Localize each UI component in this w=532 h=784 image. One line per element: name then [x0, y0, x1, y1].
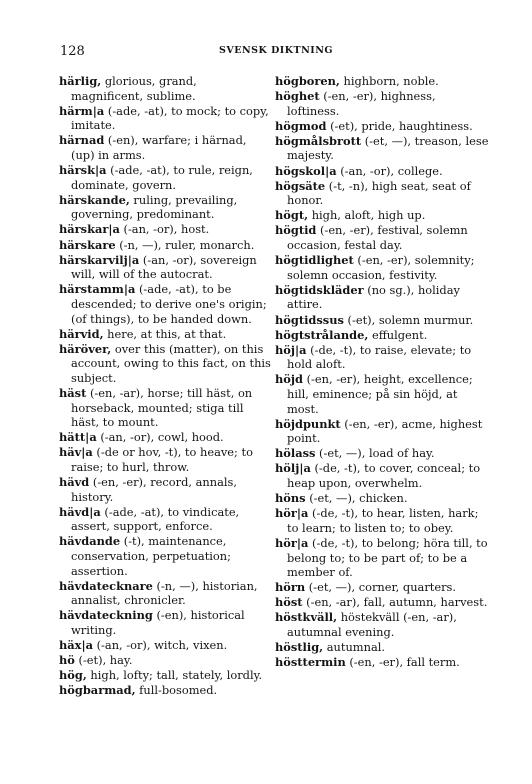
entry-definition: (-an, -or), witch, vixen. [92, 638, 228, 653]
entry-headword: hör|a [275, 506, 309, 521]
entry-headword: häv|a [59, 445, 93, 460]
entry-definition: over this (matter), on this account, owing to this fact, on this subject. [71, 341, 271, 385]
entry-definition: (-de, -t), to cover, conceal; to heap upon, overwhelm. [287, 461, 481, 491]
entry-headword: hölass [275, 446, 316, 461]
entry-headword: härskar|a [59, 222, 120, 237]
entry-definition: (-an, -or), college. [336, 163, 443, 178]
entry-definition: (-an, -or), cowl, hood. [96, 430, 224, 445]
entry-headword: häröver, [59, 341, 112, 356]
entry-headword: häx|a [59, 638, 93, 653]
entry-headword: hösttermin [275, 655, 346, 670]
running-title: SVENSK DIKTNING [218, 45, 333, 56]
entry-headword: härsk|a [59, 163, 107, 178]
dictionary-entry [275, 283, 489, 312]
entry-definition: (-t, -n), high seat, seat of honor. [287, 178, 471, 208]
entry-headword: högmålsbrott [275, 133, 362, 148]
dictionary-entry [275, 610, 489, 639]
entry-headword: härvid, [59, 326, 104, 341]
entry-definition: (-de, -t), to raise, elevate; to hold aloft. [287, 342, 472, 372]
entry-headword: högbarmad, [59, 683, 136, 698]
dictionary-entry [275, 461, 489, 490]
right-column [275, 74, 489, 670]
entry-headword: höns [275, 491, 306, 506]
entry-definition: high, lofty; tall, stately, lordly. [86, 668, 263, 683]
entry-definition: full-bosomed. [135, 683, 218, 698]
entry-definition: high, aloft, high up. [308, 208, 426, 223]
entry-definition: (-ade, -at), to mock; to copy, imitate. [71, 103, 269, 133]
dictionary-entry [59, 653, 271, 668]
dictionary-entry [275, 506, 489, 535]
dictionary-entry [59, 282, 271, 326]
entry-definition: (-et, —), chicken. [305, 491, 408, 506]
dictionary-entry [275, 580, 489, 595]
entry-headword: häst [59, 385, 87, 400]
entry-definition: (-en), historical writing. [71, 608, 245, 637]
dictionary-entry [275, 179, 489, 208]
entry-headword: höst [275, 595, 303, 610]
dictionary-entry [59, 475, 271, 504]
entry-headword: hölj|a [275, 461, 311, 476]
entry-headword: härskarvilj|a [59, 252, 140, 267]
entry-definition: (-et, —), treason, lese majesty. [287, 133, 489, 163]
entry-definition: (-et, —), corner, quarters. [305, 580, 457, 595]
entry-definition: highborn, noble. [339, 74, 439, 88]
entry-headword: högt, [275, 208, 309, 223]
entry-headword: hör|a [275, 535, 309, 550]
dictionary-entry [59, 430, 271, 445]
dictionary-entry [59, 74, 271, 103]
entry-definition: autumnal. [323, 640, 385, 655]
entry-headword: högtid [275, 223, 317, 238]
dictionary-entry [275, 595, 489, 610]
dictionary-entry [59, 683, 271, 698]
entry-definition: (-en, -ar), horse; till häst, on horseback, mounted; stiga till häst, to mount. [71, 385, 253, 430]
entry-definition: (-en, -er), fall term. [345, 655, 460, 670]
entry-headword: högtstrålande, [275, 327, 369, 342]
dictionary-entry [59, 668, 271, 683]
dictionary-entry [59, 222, 271, 237]
entry-definition: (-et, —), load of hay. [315, 446, 435, 461]
dictionary-entry [275, 313, 489, 328]
entry-headword: högtidlighet [275, 253, 354, 268]
dictionary-entry [275, 446, 489, 461]
entry-headword: hörn [275, 580, 306, 595]
dictionary-entry [275, 372, 489, 416]
page-header [60, 44, 492, 60]
entry-definition: here, at this, at that. [103, 326, 227, 341]
left-column [59, 74, 271, 698]
entry-definition: (-an, -or), host. [119, 222, 210, 237]
dictionary-entry [59, 445, 271, 474]
entry-definition: (-et), solemn murmur. [343, 312, 474, 327]
dictionary-entry [275, 655, 489, 670]
entry-headword: härnad [59, 133, 105, 148]
entry-headword: härskare [59, 237, 116, 252]
dictionary-entry [59, 342, 271, 386]
entry-headword: hätt|a [59, 430, 97, 445]
entry-headword: hö [59, 653, 75, 668]
entry-headword: höjd [275, 372, 303, 387]
dictionary-entry [275, 223, 489, 252]
entry-definition: (-en, -er), festival, solemn occasion, festal day. [287, 223, 468, 253]
dictionary-entry [59, 505, 271, 534]
entry-definition: ruling, prevailing, governing, predominant. [71, 192, 238, 222]
dictionary-entry [275, 253, 489, 282]
dictionary-entry [275, 343, 489, 372]
entry-definition: höstekväll (-en, -ar), autumnal evening. [287, 610, 457, 639]
entry-headword: hävd|a [59, 504, 101, 519]
entry-headword: hävdateckning [59, 608, 153, 623]
dictionary-entry [59, 579, 271, 608]
dictionary-entry [59, 104, 271, 133]
entry-definition: (no sg.), holiday attire. [287, 282, 460, 312]
entry-headword: härstamm|a [59, 282, 136, 297]
entry-definition: (-ade, -at), to vindicate, assert, support, enforce. [71, 504, 240, 534]
dictionary-entry [275, 74, 489, 89]
entry-headword: härm|a [59, 103, 105, 118]
dictionary-entry [275, 491, 489, 506]
entry-definition: (-et), pride, haughtiness. [326, 118, 473, 133]
dictionary-entry [275, 208, 489, 223]
dictionary-entry [59, 133, 271, 162]
entry-headword: högtidssus [275, 312, 344, 327]
entry-definition: (-de, -t), to belong; höra till, to belong to; to be part of; to be a member of. [287, 535, 488, 580]
dictionary-entry [275, 640, 489, 655]
dictionary-entry [275, 134, 489, 163]
dictionary-entry [59, 253, 271, 282]
dictionary-entry [59, 238, 271, 253]
entry-definition: (-en, -er), solemnity; solemn occasion, festivity. [287, 253, 475, 282]
entry-headword: hävdatecknare [59, 578, 153, 593]
entry-headword: höjdpunkt [275, 416, 341, 431]
entry-headword: höstlig, [275, 640, 324, 655]
dictionary-entry [59, 327, 271, 342]
entry-headword: härskande, [59, 192, 130, 207]
dictionary-entry [59, 608, 271, 637]
dictionary-entry [59, 638, 271, 653]
entry-definition: (-de, -t), to hear, listen, hark; to learn; to listen to; to obey. [287, 506, 479, 535]
entry-definition: (-en, -er), record, annals, history. [71, 475, 237, 504]
dictionary-entry [275, 536, 489, 580]
entry-definition: (-en, -er), height, excellence; hill, eminence; på sin höjd, at most. [287, 372, 473, 416]
entry-definition: (-n, —), historian, annalist, chronicler. [71, 578, 258, 608]
entry-headword: hävd [59, 475, 90, 490]
entry-headword: högboren, [275, 74, 340, 88]
entry-headword: högskol|a [275, 163, 337, 178]
entry-definition: (-de or hov, -t), to heave; to raise; to hurl, throw. [71, 445, 253, 474]
entry-headword: hög, [59, 668, 87, 683]
dictionary-entry [275, 417, 489, 446]
entry-definition: (-et), hay. [74, 653, 133, 668]
dictionary-entry [275, 164, 489, 179]
entry-definition: (-ade, -at), to rule, reign, dominate, govern. [71, 163, 253, 192]
dictionary-entry [59, 534, 271, 578]
dictionary-entry [275, 119, 489, 134]
entry-definition: (-en, -ar), fall, autumn, harvest. [302, 595, 488, 610]
entry-definition: (-an, -or), sovereign will, will of the autocrat. [71, 252, 257, 282]
entry-headword: höghet [275, 89, 320, 104]
entry-headword: högtidskläder [275, 282, 364, 297]
entry-definition: (-en), warfare; i härnad, (up) in arms. [71, 133, 247, 162]
entry-headword: härlig, [59, 74, 102, 88]
entry-definition: (-en, -er), highness, loftiness. [287, 89, 436, 118]
entry-definition: effulgent. [368, 327, 428, 342]
dictionary-entry [275, 89, 489, 118]
entry-definition: (-t), maintenance, conservation, perpetuation; assertion. [71, 534, 231, 578]
dictionary-entry [59, 386, 271, 430]
entry-headword: högmod [275, 118, 327, 133]
dictionary-entry [275, 328, 489, 343]
entry-definition: glorious, grand, magnificent, sublime. [71, 74, 197, 103]
entry-headword: högsäte [275, 178, 326, 193]
dictionary-entry [59, 193, 271, 222]
entry-definition: (-en, -er), acme, highest point. [287, 416, 483, 446]
page-number: 128 [60, 44, 85, 59]
entry-headword: höj|a [275, 342, 307, 357]
entry-headword: höstkväll, [275, 610, 338, 625]
dictionary-entry [59, 163, 271, 192]
entry-definition: (-n, —), ruler, monarch. [115, 237, 255, 252]
entry-definition: (-ade, -at), to be descended; to derive one's origin; (of things), to be handed down. [71, 282, 267, 326]
entry-headword: hävdande [59, 534, 121, 549]
